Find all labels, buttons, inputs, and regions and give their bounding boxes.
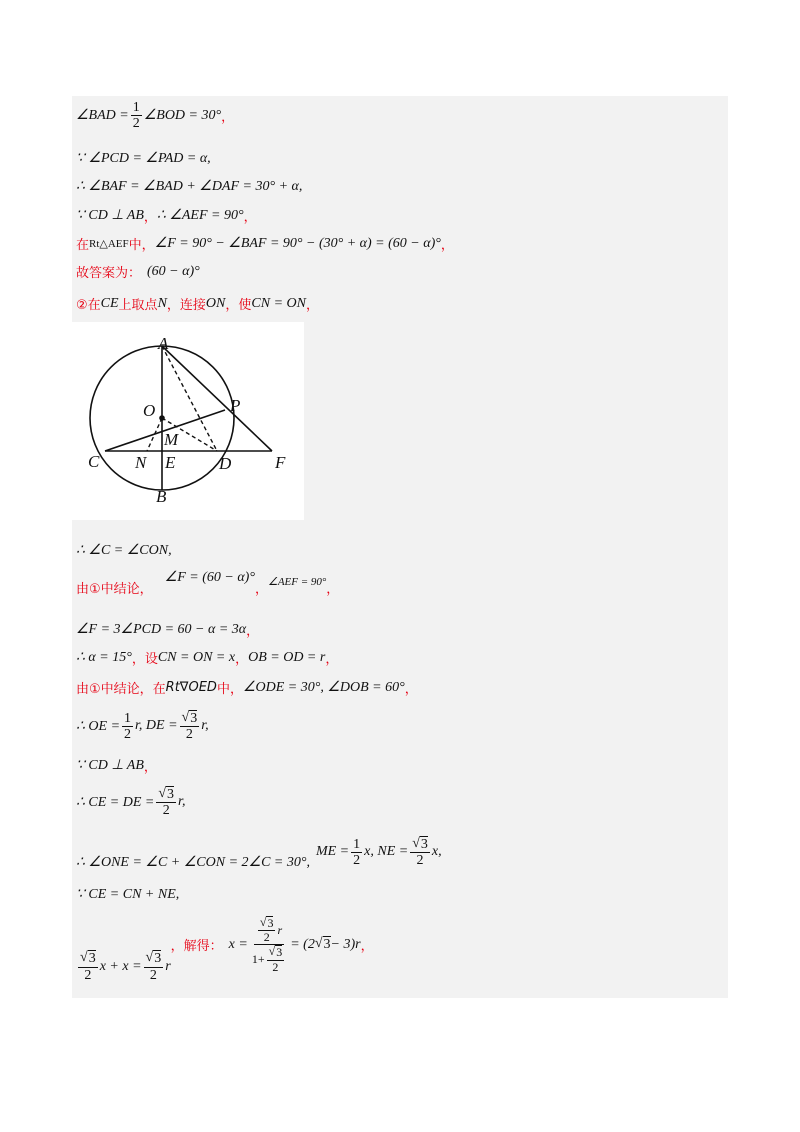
line-af: [162, 346, 272, 451]
numerator: √ 3: [80, 950, 96, 967]
numerator: √ 3: [158, 786, 175, 802]
numerator: 1: [124, 710, 132, 726]
fraction: [180, 710, 200, 743]
math: Rt∇OED: [165, 680, 217, 695]
radicand: 3: [88, 951, 96, 967]
text: 在: [76, 238, 90, 253]
line-7: [76, 294, 319, 313]
math: CN = ON: [251, 295, 306, 311]
math: CE: [100, 295, 119, 311]
denominator: 2: [149, 967, 157, 983]
fraction: [131, 100, 142, 132]
math: ∠ODE = 30°, ∠DOB = 60°: [242, 680, 405, 695]
punct: ，: [143, 210, 157, 225]
fraction: [156, 786, 176, 819]
math: ∵ CE = CN + NE,: [76, 887, 180, 902]
math: ∴ ∠BAF = ∠BAD + ∠DAF = 30° + α,: [76, 179, 303, 194]
math: OB = OD = r: [248, 649, 326, 665]
math: ∠BAD =: [76, 108, 129, 124]
math: x + x =: [99, 958, 142, 974]
text: 设: [144, 652, 158, 667]
fraction: [258, 916, 276, 944]
math: ME =: [315, 844, 350, 860]
math: − 3)r: [330, 936, 361, 952]
label-b: B: [156, 487, 167, 506]
punct: ，: [360, 939, 374, 955]
math: r: [165, 958, 171, 974]
math: r,: [178, 794, 186, 810]
radicand: 3: [167, 787, 175, 802]
text: ②在: [76, 298, 101, 313]
line-6: [76, 262, 200, 281]
punct: ，: [243, 210, 257, 225]
line-10: [76, 620, 259, 639]
numerator: √ 3: [412, 836, 428, 852]
denominator: 2: [353, 852, 361, 868]
center-point: [159, 415, 165, 421]
numerator: [254, 916, 284, 945]
line-17: [76, 886, 179, 903]
text: ，解得：: [170, 939, 223, 955]
numerator: 1: [353, 836, 361, 852]
math: ∠AEF = 90°: [267, 576, 327, 588]
punct: ，: [326, 582, 340, 597]
text: ，使: [225, 298, 252, 313]
math: ∴ ∠C = ∠CON,: [76, 543, 172, 558]
text: 中，: [128, 238, 155, 253]
numerator: √ 3: [181, 710, 198, 726]
math: ∠BOD = 30°: [143, 108, 222, 124]
radicand: 3: [154, 951, 162, 967]
label-a: A: [158, 334, 169, 353]
text: ，连接: [166, 298, 206, 313]
math: CN = ON = x: [157, 649, 236, 665]
math: ∴ α = 15°: [76, 650, 132, 665]
line-12: [76, 678, 418, 697]
punct: ，: [221, 110, 235, 126]
geometry-diagram: [72, 322, 304, 520]
punct: ，: [440, 238, 454, 253]
math: = (2: [290, 936, 315, 952]
fraction: [144, 950, 164, 983]
math: ∴ OE =: [76, 718, 121, 734]
numerator: √ 3: [145, 950, 162, 967]
line-16: [76, 836, 442, 869]
math: (60 − α)°: [147, 263, 200, 279]
radicand: 3: [190, 711, 198, 726]
math: ∠F = 3∠PCD = 60 − α = 3α: [76, 622, 247, 637]
denominator: 2: [84, 967, 92, 983]
math: ∵ CD ⊥ AB: [76, 208, 144, 223]
punct: ，: [143, 760, 157, 775]
label-e: E: [165, 453, 176, 472]
math: ∴ CE = DE =: [76, 794, 155, 810]
text: 由①中结论，在: [76, 682, 166, 697]
line-3: [76, 178, 302, 195]
denominator: [250, 945, 288, 973]
line-13: [76, 710, 209, 743]
complex-fraction: [250, 916, 288, 974]
math: 1+: [251, 951, 265, 966]
math: x =: [228, 936, 248, 952]
numerator: √ 3: [268, 944, 283, 960]
fraction: [122, 711, 133, 743]
radicand: 3: [276, 945, 283, 960]
line-4: [76, 206, 257, 225]
punct: ，: [325, 652, 339, 667]
denominator: 2: [185, 727, 193, 743]
fraction: [78, 950, 98, 983]
fraction: [410, 836, 430, 869]
math: x, NE =: [364, 844, 409, 860]
punct: ，: [131, 652, 145, 667]
math: ∴ ∠ONE = ∠C + ∠CON = 2∠C = 30°,: [76, 854, 310, 870]
label-p: P: [230, 396, 241, 415]
line-15: [76, 786, 185, 819]
math: ON: [205, 295, 226, 311]
text: 中，: [216, 682, 243, 697]
text: 上取点: [118, 298, 158, 313]
radicand: 3: [267, 916, 274, 930]
radicand: 3: [420, 837, 428, 852]
line-2: [76, 150, 211, 167]
equation-left: [76, 950, 171, 983]
text: ，: [305, 298, 319, 313]
text: 故答案为：: [76, 266, 142, 281]
denominator: 2: [132, 116, 140, 132]
fraction: [267, 945, 285, 973]
math: Rt△AEF: [89, 238, 129, 250]
math: r, DE =: [135, 718, 178, 734]
math: ∠F = 90° − ∠BAF = 90° − (30° + α) = (60 − α)°: [154, 236, 441, 251]
label-c: C: [88, 452, 100, 471]
math: r: [277, 922, 283, 937]
line-18: [76, 915, 374, 983]
label-d: D: [219, 454, 232, 473]
math: ∵ ∠PCD = ∠PAD = α,: [76, 151, 211, 166]
denominator: 2: [272, 959, 279, 974]
label-o: O: [143, 401, 156, 420]
math: ∵ CD ⊥ AB: [76, 758, 144, 773]
denominator: 2: [416, 853, 424, 869]
denominator: 2: [263, 930, 270, 945]
numerator: √ 3: [259, 915, 274, 930]
label-n: N: [135, 453, 147, 472]
line-8: [76, 542, 172, 559]
radicand: 3: [323, 937, 331, 953]
denominator: 2: [162, 803, 170, 819]
text: 由①中结论，: [76, 582, 153, 597]
line-9: [76, 570, 340, 597]
punct: ，: [235, 652, 249, 667]
line-14: [76, 756, 157, 775]
denominator: 2: [124, 726, 132, 742]
punct: ，: [254, 582, 268, 597]
label-f: F: [275, 453, 286, 472]
punct: ，: [246, 624, 260, 639]
math: N: [157, 295, 167, 311]
math: ∠F = (60 − α)°: [164, 570, 255, 585]
numerator: 1: [132, 100, 140, 115]
label-m: M: [164, 430, 179, 449]
circle-figure: [72, 322, 304, 520]
punct: ，: [404, 682, 418, 697]
math: ∴ ∠AEF = 90°: [156, 208, 244, 223]
line-11: [76, 648, 338, 667]
fraction: [351, 837, 362, 869]
line-5: [76, 234, 454, 253]
math: r,: [201, 718, 209, 734]
line-1: [76, 100, 234, 132]
sqrt: √ 3: [314, 936, 331, 953]
math: x,: [431, 844, 442, 860]
